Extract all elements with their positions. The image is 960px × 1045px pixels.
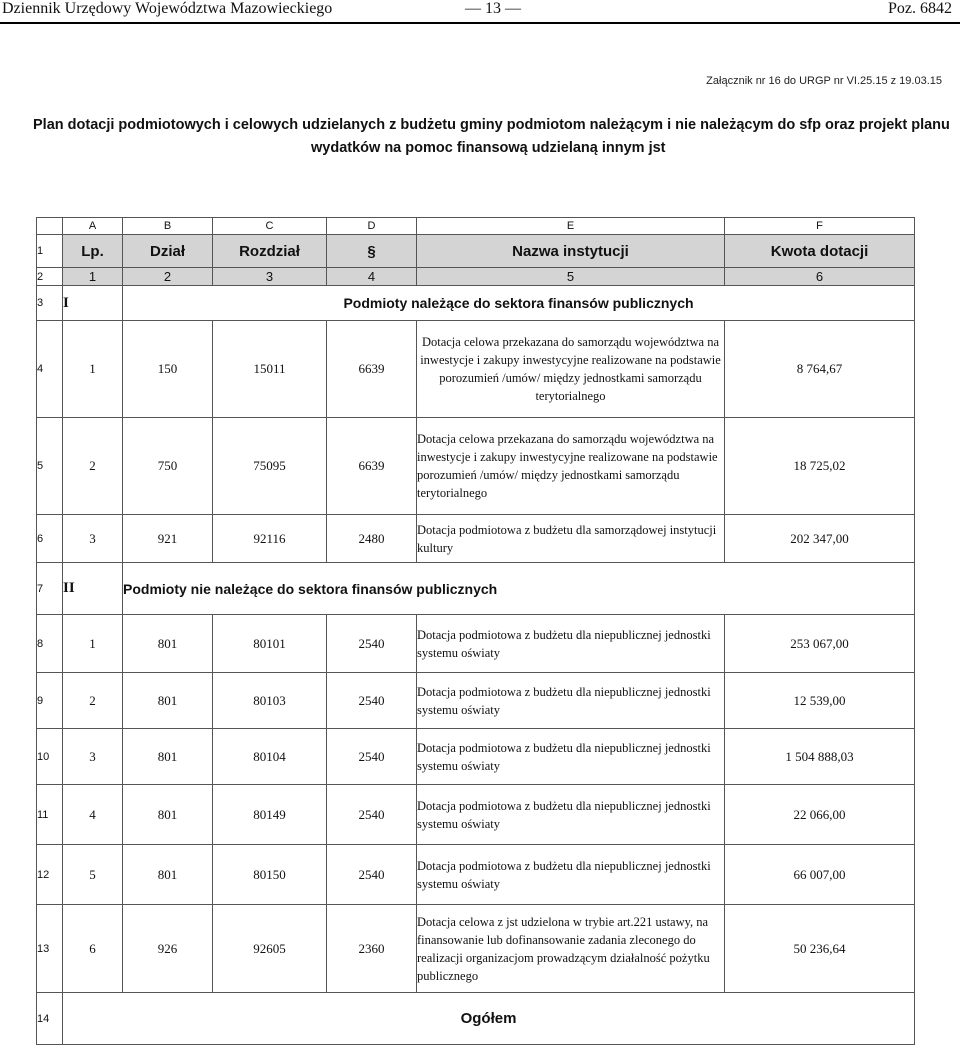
cell-nazwa: Dotacja podmiotowa z budżetu dla niepublicznej jednostki systemu oświaty: [417, 729, 725, 785]
column-letter: A: [63, 218, 123, 235]
cell-paragraf: 2540: [327, 615, 417, 673]
cell-dzial: 150: [123, 321, 213, 418]
row-number: 2: [37, 268, 63, 286]
page-number: — 13 —: [465, 0, 521, 17]
table-row: [37, 673, 915, 729]
total-row: [37, 993, 915, 1045]
position-number: Poz. 6842: [888, 0, 952, 17]
column-letter: E: [417, 218, 725, 235]
cell-dzial: 801: [123, 845, 213, 905]
table-row: [37, 418, 915, 515]
column-letter: C: [213, 218, 327, 235]
row-number: 1: [37, 235, 63, 268]
cell-nazwa: Dotacja podmiotowa z budżetu dla niepublicznej jednostki systemu oświaty: [417, 673, 725, 729]
section-title: Podmioty należące do sektora finansów publicznych: [123, 286, 915, 321]
section-roman: II: [63, 563, 123, 615]
cell-nazwa: Dotacja celowa przekazana do samorządu województwa na inwestycje i zakupy inwestycyjne realizowane na podstawie porozumień /umów/ między jednostkami samorządu terytorialnego: [417, 418, 725, 515]
cell-lp: 3: [63, 729, 123, 785]
header-rozdzial: Rozdział: [213, 235, 327, 268]
table-row: [37, 729, 915, 785]
cell-rozdzial: 75095: [213, 418, 327, 515]
cell-nazwa: Dotacja podmiotowa z budżetu dla samorządowej instytucji kultury: [417, 515, 725, 563]
cell-rozdzial: 15011: [213, 321, 327, 418]
cell-rozdzial: 80103: [213, 673, 327, 729]
cell-kwota: 12 539,00: [725, 673, 915, 729]
cell-kwota: 22 066,00: [725, 785, 915, 845]
cell-lp: 2: [63, 673, 123, 729]
cell-paragraf: 2540: [327, 673, 417, 729]
cell-paragraf: 2360: [327, 905, 417, 993]
cell-dzial: 801: [123, 785, 213, 845]
document-title: [33, 114, 948, 160]
cell-kwota: 18 725,02: [725, 418, 915, 515]
row-number: 5: [37, 418, 63, 515]
cell-dzial: 801: [123, 615, 213, 673]
cell-nazwa: Dotacja podmiotowa z budżetu dla niepublicznej jednostki systemu oświaty: [417, 615, 725, 673]
table-row: [37, 785, 915, 845]
journal-title: Dziennik Urzędowy Województwa Mazowieckiego: [2, 0, 333, 17]
column-number: 2: [123, 268, 213, 286]
row-number: 9: [37, 673, 63, 729]
attachment-note: Załącznik nr 16 do URGP nr VI.25.15 z 19.03.15: [706, 75, 942, 87]
header-kwota: Kwota dotacji: [725, 235, 915, 268]
section-row: [37, 286, 915, 321]
cell-lp: 6: [63, 905, 123, 993]
cell-dzial: 750: [123, 418, 213, 515]
cell-rozdzial: 80101: [213, 615, 327, 673]
table-row: [37, 905, 915, 993]
row-number: 3: [37, 286, 63, 321]
cell-lp: 5: [63, 845, 123, 905]
cell-rozdzial: 92116: [213, 515, 327, 563]
header-lp: Lp.: [63, 235, 123, 268]
cell-paragraf: 2540: [327, 729, 417, 785]
column-number: 6: [725, 268, 915, 286]
row-number: 6: [37, 515, 63, 563]
column-letter: D: [327, 218, 417, 235]
cell-lp: 4: [63, 785, 123, 845]
cell-kwota: 66 007,00: [725, 845, 915, 905]
column-number: 1: [63, 268, 123, 286]
page-header: [0, 0, 960, 24]
cell-lp: 2: [63, 418, 123, 515]
cell-lp: 3: [63, 515, 123, 563]
row-number: 11: [37, 785, 63, 845]
section-title: Podmioty nie należące do sektora finansów publicznych: [123, 563, 915, 615]
total-label: Ogółem: [63, 993, 915, 1045]
cell-paragraf: 6639: [327, 321, 417, 418]
row-number: 10: [37, 729, 63, 785]
cell-lp: 1: [63, 615, 123, 673]
row-number: 4: [37, 321, 63, 418]
row-number: 12: [37, 845, 63, 905]
header-dzial: Dział: [123, 235, 213, 268]
cell-paragraf: 2540: [327, 845, 417, 905]
cell-paragraf: 2480: [327, 515, 417, 563]
section-roman: I: [63, 286, 123, 321]
cell-kwota: 50 236,64: [725, 905, 915, 993]
cell-rozdzial: 80149: [213, 785, 327, 845]
row-number: 7: [37, 563, 63, 615]
section-row: [37, 563, 915, 615]
row-number: 13: [37, 905, 63, 993]
cell-kwota: 253 067,00: [725, 615, 915, 673]
cell-nazwa: Dotacja celowa przekazana do samorządu województwa na inwestycje i zakupy inwestycyjne realizowane na podstawie porozumień /umów/ między jednostkami samorządu terytorialnego: [417, 321, 725, 418]
cell-paragraf: 2540: [327, 785, 417, 845]
table-row: [37, 845, 915, 905]
column-letter: B: [123, 218, 213, 235]
cell-rozdzial: 80104: [213, 729, 327, 785]
cell-rozdzial: 92605: [213, 905, 327, 993]
column-letter: F: [725, 218, 915, 235]
corner-cell: [37, 218, 63, 235]
cell-kwota: 1 504 888,03: [725, 729, 915, 785]
cell-dzial: 921: [123, 515, 213, 563]
header-paragraf: §: [327, 235, 417, 268]
column-number: 4: [327, 268, 417, 286]
header-nazwa: Nazwa instytucji: [417, 235, 725, 268]
table-row: [37, 515, 915, 563]
cell-dzial: 801: [123, 729, 213, 785]
row-number: 8: [37, 615, 63, 673]
header-row: [37, 235, 915, 268]
cell-dzial: 801: [123, 673, 213, 729]
column-number: 3: [213, 268, 327, 286]
title-line-2: wydatków na pomoc finansową udzielaną innym jst: [311, 140, 666, 156]
table-row: [37, 321, 915, 418]
row-number: 14: [37, 993, 63, 1045]
cell-dzial: 926: [123, 905, 213, 993]
cell-paragraf: 6639: [327, 418, 417, 515]
cell-nazwa: Dotacja podmiotowa z budżetu dla niepublicznej jednostki systemu oświaty: [417, 845, 725, 905]
column-letter-row: [37, 218, 915, 235]
table-row: [37, 615, 915, 673]
title-line-1: Plan dotacji podmiotowych i celowych udzielanych z budżetu gminy podmiotom należącym i nie należącym do sfp oraz projekt planu: [33, 117, 950, 133]
cell-lp: 1: [63, 321, 123, 418]
cell-kwota: 202 347,00: [725, 515, 915, 563]
cell-kwota: 8 764,67: [725, 321, 915, 418]
column-number-row: [37, 268, 915, 286]
grant-plan-table: [36, 217, 915, 1045]
cell-nazwa: Dotacja podmiotowa z budżetu dla niepublicznej jednostki systemu oświaty: [417, 785, 725, 845]
cell-nazwa: Dotacja celowa z jst udzielona w trybie art.221 ustawy, na finansowanie lub dofinansowanie zadania zleconego do realizacji organizacjom prowadzącym działalność pożytku publicznego: [417, 905, 725, 993]
cell-rozdzial: 80150: [213, 845, 327, 905]
column-number: 5: [417, 268, 725, 286]
